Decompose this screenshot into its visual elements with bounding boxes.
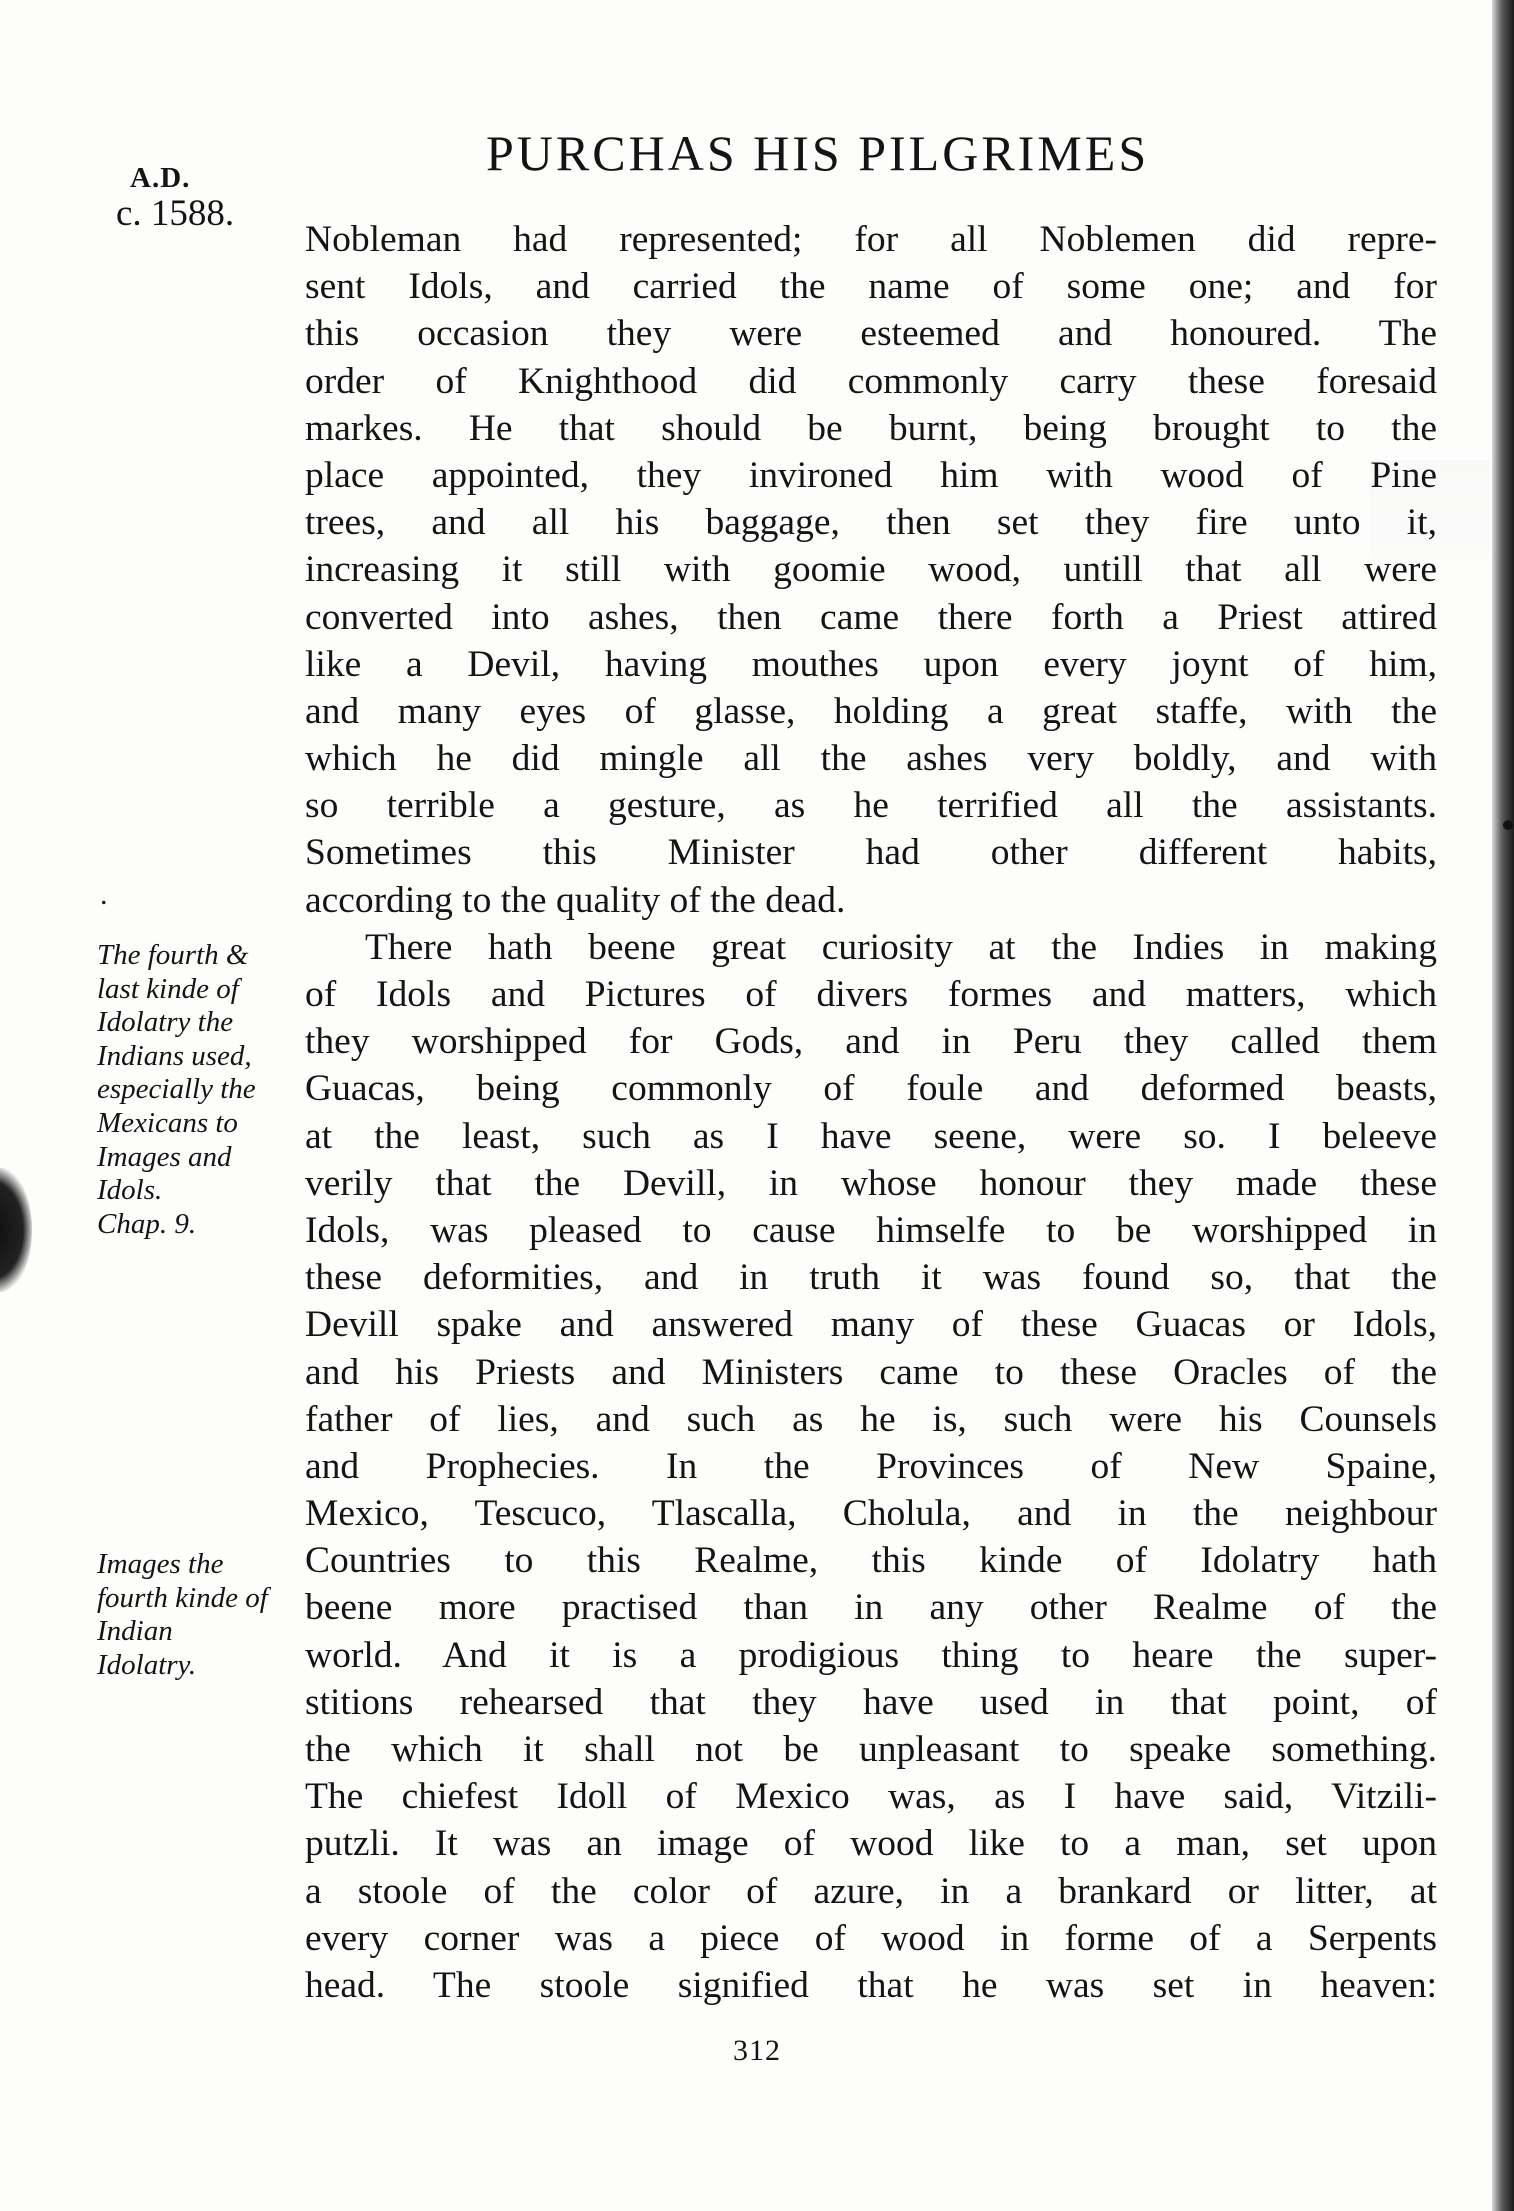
year-era-label: A.D. <box>130 162 191 194</box>
body-line: order of Knighthood did commonly carry these foresaid <box>305 360 1437 402</box>
body-line: head. The stoole signified that he was set in heaven: <box>305 1964 1437 2006</box>
body-line: Mexico, Tescuco, Tlascalla, Cholula, and in the neighbour <box>305 1493 1437 1535</box>
body-line: converted into ashes, then came there forth a Priest attired <box>305 596 1437 638</box>
body-line: they worshipped for Gods, and in Peru they called them <box>305 1021 1437 1063</box>
body-line: verily that the Devill, in whose honour they made these <box>305 1162 1437 1204</box>
body-line: according to the quality of the dead. <box>305 879 846 921</box>
margin-dot-mark: . <box>100 878 108 911</box>
body-line: Guacas, being commonly of foule and deformed beasts, <box>305 1068 1437 1110</box>
body-line: a stoole of the color of azure, in a brankard or litter, at <box>305 1870 1437 1912</box>
marginal-line: fourth kinde of <box>97 1581 268 1614</box>
body-line: the which it shall not be unpleasant to speake something. <box>305 1729 1437 1770</box>
body-line: so terrible a gesture, as he terrified all the assistants. <box>305 785 1437 827</box>
marginal-line: Mexicans to <box>97 1106 238 1139</box>
body-line: increasing it still with goomie wood, untill that all were <box>305 549 1437 591</box>
body-line: Devill spake and answered many of these Guacas or Idols, <box>305 1304 1437 1346</box>
marginal-line: Idolatry the <box>97 1006 234 1039</box>
body-line: at the least, such as I have seene, were so. I beleeve <box>305 1115 1437 1157</box>
running-head: PURCHAS HIS PILGRIMES <box>486 125 1150 181</box>
marginal-line: The fourth & <box>97 939 249 971</box>
body-line: every corner was a piece of wood in forme of a Serpents <box>305 1917 1437 1959</box>
marginal-line: Indians used, <box>97 1039 252 1072</box>
body-line: world. And it is a prodigious thing to heare the super- <box>305 1634 1437 1676</box>
body-line: Countries to this Realme, this kinde of Idolatry hath <box>305 1540 1437 1582</box>
body-line: beene more practised than in any other Realme of the <box>305 1587 1437 1629</box>
body-line: this occasion they were esteemed and honoured. The <box>305 313 1437 355</box>
marginal-note-images <box>97 1548 297 1682</box>
marginal-line: last kinde of <box>97 972 239 1005</box>
body-line: place appointed, they invironed him with wood of Pine <box>305 454 1437 496</box>
body-line: There hath beene great curiosity at the Indies in making <box>365 926 1437 968</box>
body-line: and many eyes of glasse, holding a great staffe, with the <box>305 690 1437 732</box>
body-line: sent Idols, and carried the name of some one; and for <box>305 266 1437 308</box>
body-line: putzli. It was an image of wood like to a man, set upon <box>305 1823 1437 1865</box>
body-line: and Prophecies. In the Provinces of New Spaine, <box>305 1445 1437 1487</box>
body-line: like a Devil, having mouthes upon every joynt of him, <box>305 643 1437 685</box>
marginal-line: Idolatry. <box>97 1648 197 1681</box>
marginal-line: especially the <box>97 1073 256 1106</box>
year-label: c. 1588. <box>116 193 235 234</box>
marginal-line: Indian <box>97 1615 173 1648</box>
body-line: and his Priests and Ministers came to these Oracles of the <box>305 1351 1437 1393</box>
marginal-line: Images the <box>97 1548 224 1580</box>
body-line: markes. He that should be burnt, being brought to the <box>305 407 1437 449</box>
body-line: Nobleman had represented; for all Noblemen did repre- <box>305 219 1437 260</box>
marginal-line: Chap. 9. <box>97 1207 197 1240</box>
page-number: 312 <box>733 2034 781 2067</box>
page-binding-edge <box>1492 0 1514 2211</box>
body-line: Idols, was pleased to cause himselfe to be worshipped in <box>305 1209 1437 1251</box>
marginal-line: Idols. <box>97 1174 163 1207</box>
body-line: stitions rehearsed that they have used in that point, of <box>305 1681 1437 1723</box>
body-line: Sometimes this Minister had other different habits, <box>305 832 1437 874</box>
body-text <box>305 216 1437 2009</box>
body-line: of Idols and Pictures of divers formes and matters, which <box>305 974 1437 1015</box>
body-line: father of lies, and such as he is, such were his Counsels <box>305 1398 1437 1440</box>
right-margin-bullet <box>1503 820 1513 830</box>
marginal-line: Images and <box>97 1140 232 1173</box>
thumb-shadow <box>0 1168 32 1292</box>
marginal-note-idolatry <box>97 939 297 1241</box>
body-line: which he did mingle all the ashes very boldly, and with <box>305 738 1437 780</box>
body-line: trees, and all his baggage, then set they fire unto it, <box>305 502 1437 544</box>
body-line: The chiefest Idoll of Mexico was, as I have said, Vitzili- <box>305 1776 1437 1818</box>
body-line: these deformities, and in truth it was found so, that the <box>305 1257 1437 1299</box>
